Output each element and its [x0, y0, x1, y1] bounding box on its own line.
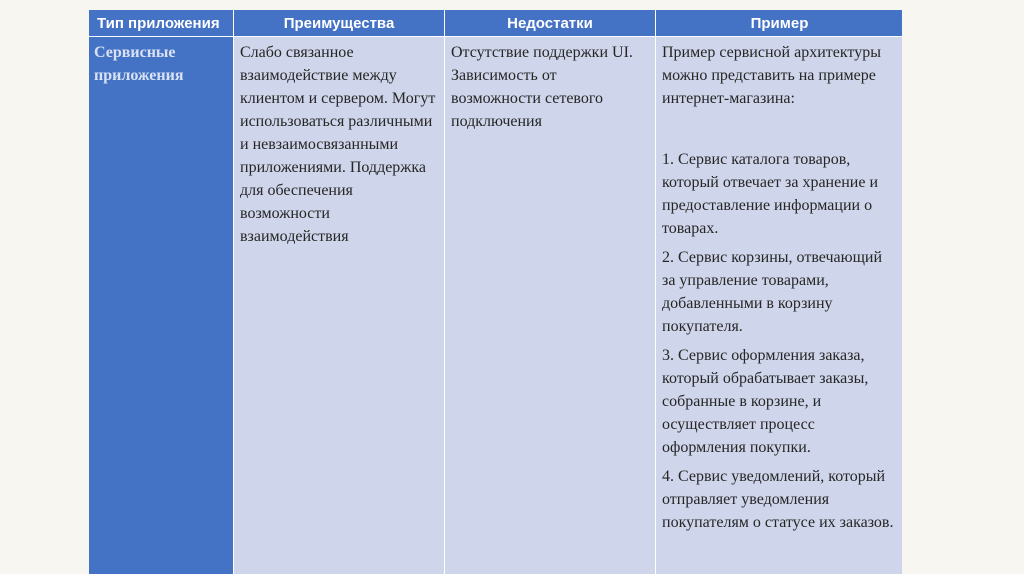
comparison-table: [89, 10, 902, 574]
example-item-1: 1. Сервис каталога товаров, который отвечает за хранение и предоставление информации о товарах.: [662, 151, 879, 237]
header-type: Тип приложения: [89, 10, 233, 36]
advantages-cell: Слабо связанное взаимодействие между клиентом и сервером. Могут использоваться различными и невзаимосвязанными приложениями. Поддержка для обеспечения возможности взаимодействия: [234, 37, 444, 574]
header-disadvantages: Недостатки: [445, 10, 655, 36]
header-advantages: Преимущества: [234, 10, 444, 36]
disadvantages-cell: Отсутствие поддержки UI. Зависимость от возможности сетевого подключения: [445, 37, 655, 574]
example-intro: Пример сервисной архитектуры можно представить на примере интернет-магазина:: [662, 44, 881, 107]
example-cell: [656, 37, 902, 574]
header-example: Пример: [656, 10, 902, 36]
example-item-2: 2. Сервис корзины, отвечающий за управление товарами, добавленными в корзину покупателя.: [662, 249, 883, 335]
row-type-cell: Сервисные приложения: [89, 37, 233, 574]
example-item-4: 4. Сервис уведомлений, который отправляет уведомления покупателям о статусе их заказов.: [662, 468, 894, 531]
example-item-3: 3. Сервис оформления заказа, который обрабатывает заказы, собранные в корзине, и осуществляет процесс оформления покупки.: [662, 347, 869, 456]
